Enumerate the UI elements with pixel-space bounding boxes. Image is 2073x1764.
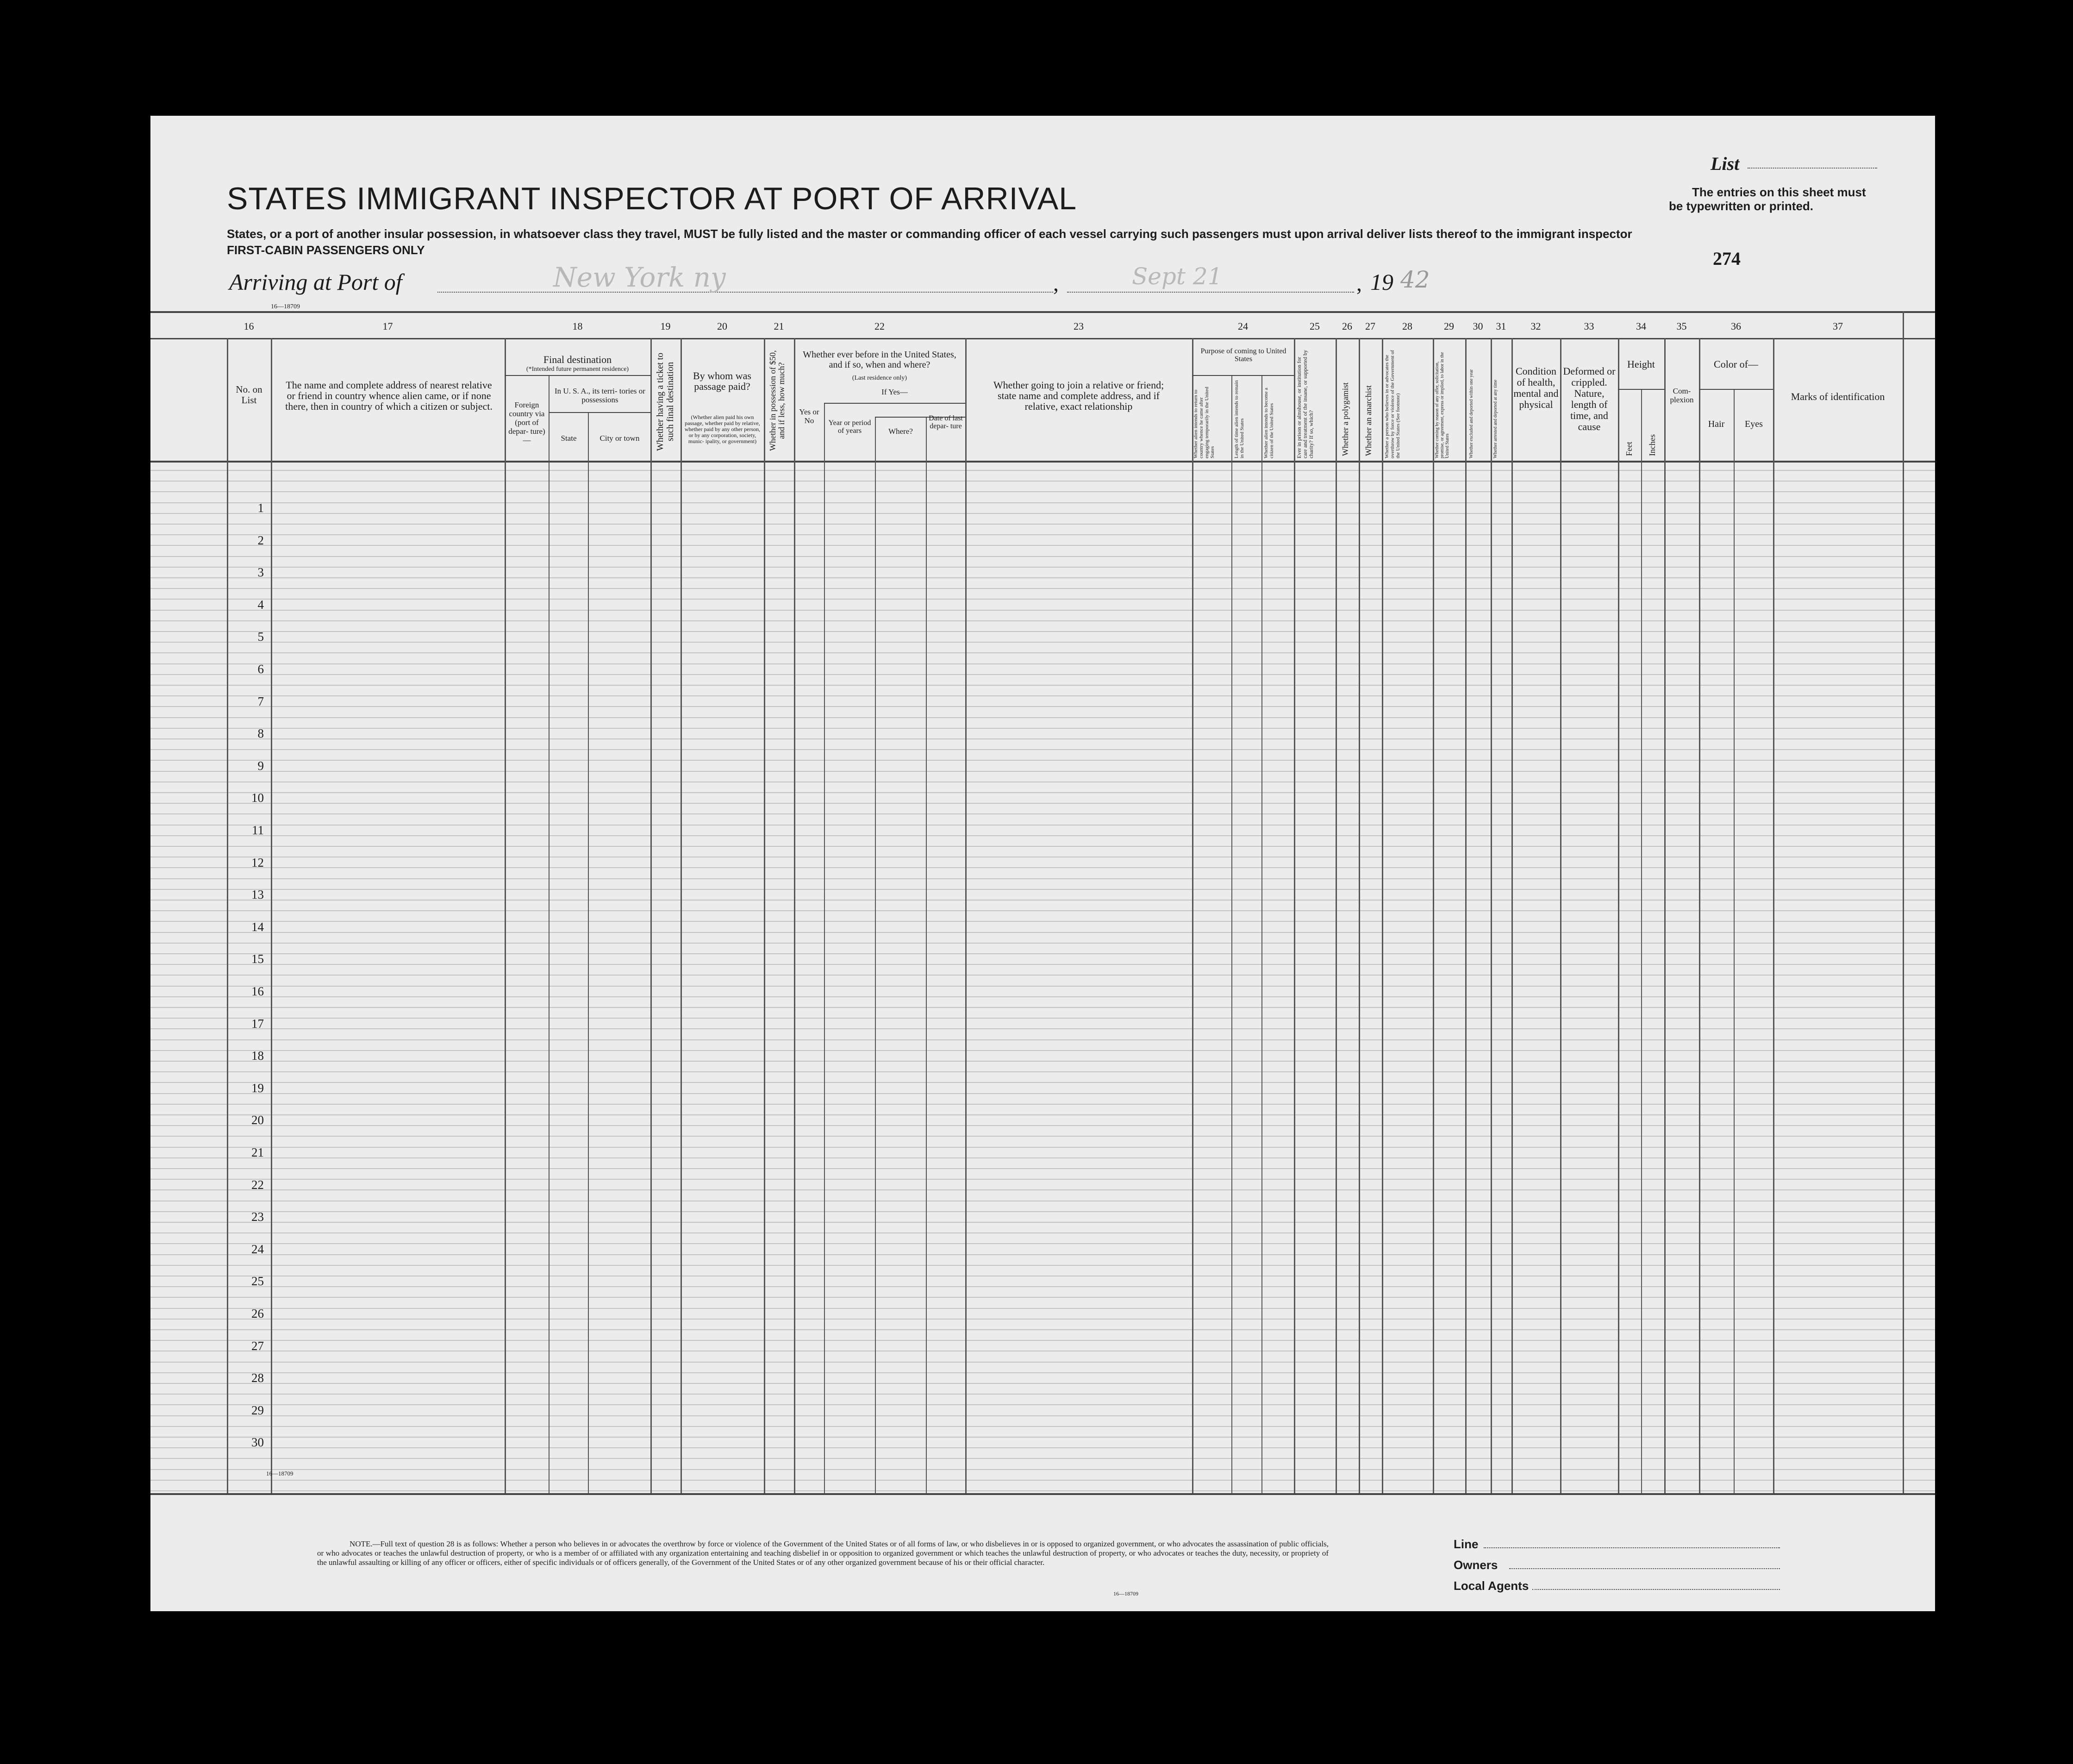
owners-label: Owners xyxy=(1454,1558,1498,1572)
owners-blank xyxy=(1509,1568,1780,1569)
col-rule xyxy=(1641,389,1642,1493)
row-number: 4 xyxy=(257,597,264,612)
ruled-line xyxy=(150,803,1935,804)
ruled-line xyxy=(150,1415,1935,1416)
ruled-line xyxy=(150,1254,1935,1255)
header-deformed: Deformed or crippled. Nature, length of time, and cause xyxy=(1563,365,1616,432)
header-polygamist: Whether a polygamist xyxy=(1341,382,1350,456)
ruled-line xyxy=(150,631,1935,632)
col-rule xyxy=(1359,338,1360,1493)
ruled-line xyxy=(150,1490,1935,1491)
ruled-line xyxy=(150,771,1935,772)
row-number: 18 xyxy=(251,1049,264,1063)
subheader-rule xyxy=(549,412,650,413)
row-number: 17 xyxy=(251,1016,264,1031)
subtitle-first-cabin: FIRST-CABIN PASSENGERS ONLY xyxy=(227,243,425,257)
list-label: List xyxy=(1711,153,1740,174)
header-before-in-us: Whether ever before in the United States, and if so, when and where? xyxy=(803,350,956,370)
comma-separator: , xyxy=(1356,271,1362,296)
colnum-21: 21 xyxy=(774,320,784,332)
col-rule xyxy=(1192,338,1193,1493)
row-number: 25 xyxy=(251,1274,264,1289)
ruled-line xyxy=(150,706,1935,707)
line-blank xyxy=(1484,1547,1780,1548)
header-in-usa: In U. S. A., its terri- tories or possessions xyxy=(555,387,645,404)
ruled-line xyxy=(150,1211,1935,1212)
footnote-question-28: NOTE.—Full text of question 28 is as follows: Whether a person who believes in or advocates the overthrow by force or violence of the Government of the United States or of all forms of law, or who disbelieves in or is opposed to organized government, or who advocates the assassination of public officials, or who advocates or teaches the unlawful destruction of property, or who is a member of or affiliated with any organization entertaining and teaching disbelief in or opposition to organized government or which teaches the unlawful destruction of property, or who advocates or teaches the duty, necessity, or propriety of the unlawful assaulting or killing of any officer or officers, either of specific individuals or of officers generally, of the Government of the United States or of any other organized government because of his or their official character. xyxy=(317,1539,1329,1567)
col-rule xyxy=(505,338,506,1493)
ruled-line xyxy=(150,835,1935,836)
ruled-line xyxy=(150,1050,1935,1051)
colnum-16: 16 xyxy=(244,320,254,332)
header-ticket: Whether having a ticket to such final destination xyxy=(655,352,675,451)
row-number: 30 xyxy=(251,1435,264,1450)
header-feet: Feet xyxy=(1624,442,1634,456)
ruled-line xyxy=(150,1458,1935,1459)
col-rule xyxy=(1465,338,1467,1493)
subheader-rule xyxy=(824,403,965,404)
header-purpose: Purpose of coming to United States xyxy=(1200,347,1286,363)
header-color-of: Color of— xyxy=(1714,358,1758,370)
ruled-line xyxy=(150,1147,1935,1148)
ruled-line xyxy=(150,878,1935,879)
ruled-line xyxy=(150,620,1935,621)
col-rule xyxy=(794,338,795,1493)
ruled-line xyxy=(150,1114,1935,1115)
row-number: 20 xyxy=(251,1113,264,1127)
colnum-24: 24 xyxy=(1238,320,1248,332)
ruled-line xyxy=(150,1007,1935,1008)
col-rule xyxy=(824,403,825,1493)
ruled-line xyxy=(150,1222,1935,1223)
col-rule xyxy=(1511,338,1513,1493)
col-rule xyxy=(764,338,765,1493)
col-rule xyxy=(1336,338,1337,1493)
row-number: 13 xyxy=(251,888,264,902)
form-number-bottom: 16—18709 xyxy=(266,1470,293,1477)
ruled-line xyxy=(150,642,1935,643)
date-blank-line xyxy=(1067,292,1354,293)
header-date-last-departure: Date of last depar- ture xyxy=(929,414,963,430)
ruled-line xyxy=(150,1308,1935,1309)
ruled-line xyxy=(150,1157,1935,1158)
ruled-line xyxy=(150,1286,1935,1287)
ruled-line xyxy=(150,1061,1935,1062)
port-blank-line xyxy=(437,292,1053,293)
col-rule xyxy=(1294,338,1295,1493)
row-number: 15 xyxy=(251,952,264,966)
colnum-23: 23 xyxy=(1074,320,1084,332)
header-overthrow: Whether a person who believes in or advocates the overthrow by force or violence of the Government of the United States (See footnote) xyxy=(1384,350,1401,458)
header-nearest-relative: The name and complete address of nearest relative or friend in country whence alien came, or if none there, then in country of which a citizen or subject. xyxy=(285,379,493,412)
port-handwritten: New York ny xyxy=(553,262,726,293)
comma-separator: , xyxy=(1053,271,1059,296)
ruled-line xyxy=(150,685,1935,686)
subheader-rule xyxy=(505,375,650,376)
ruled-line xyxy=(150,738,1935,739)
colnum-32: 32 xyxy=(1530,320,1541,332)
row-number: 9 xyxy=(257,758,264,773)
header-labor-offer: Whether coming by reason of any offer, solicitation, promise, or agreement, express or implied, to labor in the United States xyxy=(1435,352,1450,458)
row-number: 27 xyxy=(251,1339,264,1353)
ruled-line xyxy=(150,749,1935,750)
header-no-on-list: No. on List xyxy=(236,384,262,406)
ruled-line xyxy=(150,1136,1935,1137)
colnum-rule xyxy=(150,338,1935,339)
ruled-line xyxy=(150,717,1935,718)
colnum-34: 34 xyxy=(1636,320,1646,332)
header-foreign-country: Foreign country via (port of depar- ture)— xyxy=(508,400,545,444)
col-rule xyxy=(681,338,682,1493)
list-blank-line xyxy=(1748,168,1877,169)
ruled-line xyxy=(150,674,1935,675)
header-excluded: Whether excluded and deported within one year xyxy=(1469,369,1474,458)
ruled-line xyxy=(150,1372,1935,1373)
col-rule xyxy=(1560,338,1561,1493)
ruled-line xyxy=(150,728,1935,729)
ruled-line xyxy=(150,1394,1935,1395)
year-handwritten: 42 xyxy=(1400,266,1430,293)
ruled-line xyxy=(150,1480,1935,1481)
row-number: 19 xyxy=(251,1081,264,1095)
header-final-destination-note: (*Intended future permanent residence) xyxy=(526,366,629,373)
ruled-line xyxy=(150,481,1935,482)
ruled-line xyxy=(150,1297,1935,1298)
ruled-line xyxy=(150,760,1935,761)
col-rule xyxy=(1903,311,1904,1493)
colnum-19: 19 xyxy=(660,320,671,332)
col-rule xyxy=(227,338,228,1493)
ruled-line xyxy=(150,1265,1935,1266)
colnum-28: 28 xyxy=(1402,320,1412,332)
ruled-line xyxy=(150,825,1935,826)
ruled-line xyxy=(150,1383,1935,1384)
form-number-top: 16—18709 xyxy=(271,303,300,310)
row-number: 3 xyxy=(257,565,264,580)
header-state: State xyxy=(561,434,577,443)
page-number: 274 xyxy=(1713,248,1741,269)
ruled-line xyxy=(150,1071,1935,1072)
header-arrested: Whether arrested and deported at any time xyxy=(1493,380,1498,458)
col-rule xyxy=(650,338,652,1493)
ruled-line xyxy=(150,1125,1935,1126)
colnum-37: 37 xyxy=(1833,320,1843,332)
page-title: STATES IMMIGRANT INSPECTOR AT PORT OF ARRIVAL xyxy=(227,181,1077,216)
header-health: Condition of health, mental and physical xyxy=(1513,365,1559,410)
row-number: 26 xyxy=(251,1307,264,1320)
ruled-line xyxy=(150,846,1935,847)
ruled-line xyxy=(150,470,1935,471)
subheader-rule xyxy=(1618,389,1664,390)
ruled-line xyxy=(150,964,1935,965)
row-number: 14 xyxy=(251,920,264,934)
ruled-line xyxy=(150,921,1935,922)
col-rule xyxy=(965,338,967,1493)
header-anarchist: Whether an anarchist xyxy=(1364,385,1373,456)
ruled-line xyxy=(150,577,1935,578)
colnum-30: 30 xyxy=(1473,320,1483,332)
ruled-line xyxy=(150,900,1935,901)
row-number: 8 xyxy=(257,726,264,741)
ruled-line xyxy=(150,953,1935,954)
ruled-line xyxy=(150,567,1935,568)
row-number: 28 xyxy=(251,1371,264,1385)
ruled-line xyxy=(150,813,1935,814)
row-number: 10 xyxy=(251,791,264,805)
ruled-line xyxy=(150,1189,1935,1190)
ruled-line xyxy=(150,932,1935,933)
header-eyes: Eyes xyxy=(1745,419,1763,429)
ruled-line xyxy=(150,1179,1935,1180)
ruled-line xyxy=(150,1447,1935,1448)
ruled-line xyxy=(150,1082,1935,1083)
colnum-25: 25 xyxy=(1310,320,1320,332)
colnum-27: 27 xyxy=(1365,320,1375,332)
subheader-rule xyxy=(1192,375,1294,376)
col-rule xyxy=(875,417,876,1493)
row-number: 21 xyxy=(251,1145,264,1159)
header-before-in-us-note: (Last residence only) xyxy=(852,375,907,382)
col-rule xyxy=(1433,338,1434,1493)
ruled-line xyxy=(150,545,1935,546)
row-number: 12 xyxy=(251,855,264,869)
header-inches: Inches xyxy=(1648,434,1657,456)
col-rule xyxy=(1699,338,1700,1493)
ruled-line xyxy=(150,610,1935,611)
ruled-line xyxy=(150,556,1935,557)
ruled-line xyxy=(150,599,1935,600)
ruled-line xyxy=(150,1362,1935,1363)
colnum-20: 20 xyxy=(717,320,727,332)
header-complexion: Com- plexion xyxy=(1670,387,1694,404)
row-number: 11 xyxy=(252,823,264,837)
ruled-line xyxy=(150,889,1935,890)
table-top-rule xyxy=(150,311,1935,313)
row-number: 23 xyxy=(251,1210,264,1224)
header-where: Where? xyxy=(888,427,913,436)
local-agents-blank xyxy=(1532,1589,1780,1590)
year-prefix: 19 xyxy=(1370,269,1393,295)
date-handwritten: Sept 21 xyxy=(1132,263,1223,290)
subheader-rule xyxy=(1699,389,1773,390)
header-join-relative: Whether going to join a relative or friend; state name and complete address, and if relative, exact relationship xyxy=(993,379,1164,412)
col-rule xyxy=(588,412,589,1493)
ruled-line xyxy=(150,1243,1935,1244)
row-number: 2 xyxy=(257,533,264,547)
row-number: 6 xyxy=(257,662,264,676)
ruled-line xyxy=(150,1168,1935,1169)
header-passage-paid-note: (Whether alien paid his own passage, whether paid by relative, whether paid by any other person, or by any corporation, society, munic- ipality, or government) xyxy=(684,414,761,444)
ruled-line xyxy=(150,1437,1935,1438)
header-purpose-citizen: Whether alien intends to become a citizen of the United States xyxy=(1263,388,1274,458)
ruled-line xyxy=(150,513,1935,514)
ruled-line xyxy=(150,1426,1935,1427)
ruled-line xyxy=(150,652,1935,653)
ruled-line xyxy=(150,1039,1935,1040)
ruled-line xyxy=(150,1093,1935,1094)
col-rule xyxy=(1231,375,1232,1493)
colnum-33: 33 xyxy=(1584,320,1594,332)
ruled-line xyxy=(150,1404,1935,1405)
colnum-17: 17 xyxy=(382,320,393,332)
header-final-destination: Final destination xyxy=(543,354,612,365)
ruled-line xyxy=(150,867,1935,868)
ruled-line xyxy=(150,910,1935,911)
row-number: 22 xyxy=(251,1177,264,1192)
row-number: 7 xyxy=(257,694,264,708)
ruled-line xyxy=(150,524,1935,525)
header-purpose-length: Length of time alien intends to remain in the United States xyxy=(1234,380,1245,458)
entries-note-1: The entries on this sheet must xyxy=(1692,185,1866,199)
ruled-line xyxy=(150,1232,1935,1233)
colnum-36: 36 xyxy=(1731,320,1741,332)
ruled-line xyxy=(150,1104,1935,1105)
col-rule xyxy=(1773,338,1774,1493)
header-year-period: Year or period of years xyxy=(828,419,871,435)
ruled-line xyxy=(150,1329,1935,1330)
ruled-line xyxy=(150,1340,1935,1341)
ruled-line xyxy=(150,792,1935,793)
ruled-line xyxy=(150,1319,1935,1320)
ruled-line xyxy=(150,975,1935,976)
colnum-31: 31 xyxy=(1496,320,1506,332)
ruled-line xyxy=(150,1028,1935,1029)
ruled-line xyxy=(150,663,1935,664)
ruled-line xyxy=(150,534,1935,535)
header-bottom-rule xyxy=(150,461,1935,463)
local-agents-label: Local Agents xyxy=(1454,1579,1529,1593)
header-hair: Hair xyxy=(1708,419,1725,429)
row-number: 5 xyxy=(257,630,264,644)
ruled-line xyxy=(150,986,1935,987)
row-number: 24 xyxy=(251,1242,264,1256)
ruled-line xyxy=(150,943,1935,944)
colnum-18: 18 xyxy=(572,320,583,332)
line-label: Line xyxy=(1454,1537,1479,1551)
row-number: 29 xyxy=(251,1403,264,1417)
ruled-line xyxy=(150,491,1935,492)
col-rule xyxy=(1734,389,1735,1493)
header-height: Height xyxy=(1627,358,1655,370)
ruled-line xyxy=(150,1469,1935,1470)
subtitle-instructions: States, or a port of another insular possession, in whatsoever class they travel, MUST be fully listed and the master or commanding officer of each vessel carrying such passengers must upon arrival deliver lists thereof to the immigrant inspector xyxy=(227,227,1632,241)
header-city-or-town: City or town xyxy=(599,434,640,443)
table-bottom-rule xyxy=(150,1493,1935,1495)
colnum-26: 26 xyxy=(1342,320,1352,332)
header-prison: Ever in prison or almshouse, or institution for care and treatment of the insane, or supported by charity? If so, which? xyxy=(1296,350,1314,458)
header-purpose-return: Whether alien intends to return to country whence he came after engaging temporarily in the United States xyxy=(1193,387,1215,458)
header-fifty-dollars: Whether in possession of $50, and if less, how much? xyxy=(768,350,786,451)
footer-form-number: 16—18709 xyxy=(1113,1590,1138,1597)
col-rule xyxy=(1618,338,1619,1493)
col-rule xyxy=(1382,338,1383,1493)
col-rule xyxy=(271,338,272,1493)
colnum-29: 29 xyxy=(1444,320,1454,332)
ruled-line xyxy=(150,695,1935,696)
ruled-line xyxy=(150,996,1935,997)
arriving-label: Arriving at Port of xyxy=(229,269,402,295)
header-marks-identification: Marks of identification xyxy=(1791,391,1885,402)
ruled-line xyxy=(150,502,1935,503)
header-if-yes: If Yes— xyxy=(881,388,908,396)
col-rule xyxy=(1491,338,1492,1493)
ruled-line xyxy=(150,1018,1935,1019)
row-number: 1 xyxy=(257,501,264,515)
manifest-sheet xyxy=(150,116,1935,1611)
col-rule xyxy=(1664,338,1666,1493)
col-rule xyxy=(926,417,927,1493)
row-number: 16 xyxy=(251,984,264,998)
col-rule xyxy=(1261,375,1262,1493)
entries-note-2: be typewritten or printed. xyxy=(1669,199,1814,213)
colnum-35: 35 xyxy=(1676,320,1687,332)
ruled-line xyxy=(150,588,1935,589)
header-passage-paid: By whom was passage paid? xyxy=(693,370,751,392)
header-yes-or-no: Yes or No xyxy=(799,407,819,425)
colnum-22: 22 xyxy=(874,320,885,332)
